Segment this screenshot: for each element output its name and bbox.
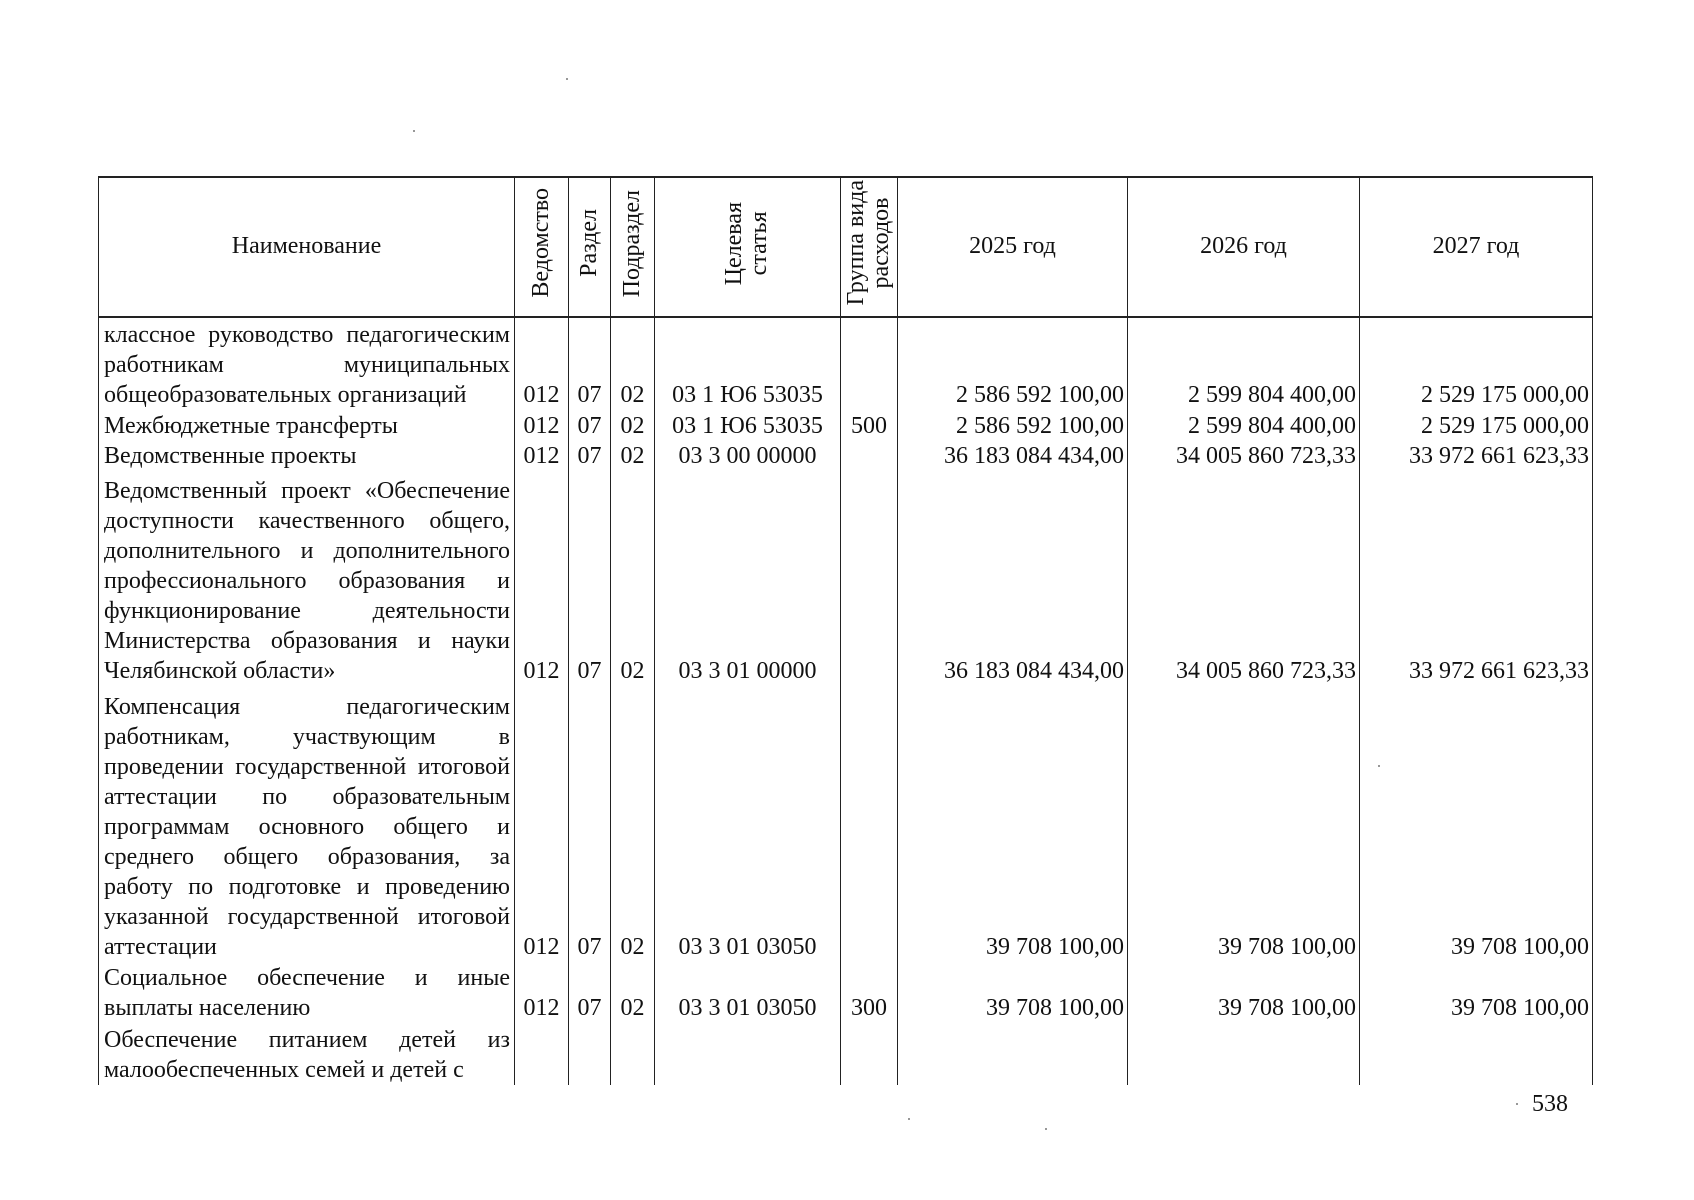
- row-name: классное руководство педагогическим работникам муниципальных общеобразовательных организаций: [99, 317, 515, 410]
- row-section: 07: [569, 471, 611, 686]
- table-row: [99, 317, 1593, 410]
- row-target-article: [655, 1023, 841, 1085]
- row-amount-2026: [1128, 1023, 1360, 1085]
- budget-table: [98, 176, 1593, 1085]
- row-department: [515, 1023, 569, 1085]
- row-amount-2027: 33 972 661 623,33: [1360, 441, 1593, 472]
- table-row: [99, 441, 1593, 472]
- row-amount-2027: 39 708 100,00: [1360, 686, 1593, 962]
- header-target-article: Целевая статья: [655, 177, 841, 317]
- row-target-article: 03 3 01 00000: [655, 471, 841, 686]
- table-row: [99, 471, 1593, 686]
- row-amount-2026: 39 708 100,00: [1128, 962, 1360, 1023]
- row-amount-2025: 39 708 100,00: [898, 962, 1128, 1023]
- table-row: [99, 686, 1593, 962]
- row-target-article: 03 1 Ю6 53035: [655, 410, 841, 441]
- header-name: Наименование: [99, 177, 515, 317]
- row-amount-2025: 36 183 084 434,00: [898, 471, 1128, 686]
- header-section: Раздел: [569, 177, 611, 317]
- row-expense-group: [841, 441, 898, 472]
- scan-speck: [1516, 1103, 1518, 1105]
- row-department: 012: [515, 441, 569, 472]
- header-year-2025: 2025 год: [898, 177, 1128, 317]
- row-expense-group: [841, 317, 898, 410]
- header-department: Ведомство: [515, 177, 569, 317]
- row-target-article: 03 1 Ю6 53035: [655, 317, 841, 410]
- row-target-article: 03 3 01 03050: [655, 962, 841, 1023]
- table-row: [99, 962, 1593, 1023]
- row-subsection: 02: [611, 410, 655, 441]
- row-department: 012: [515, 410, 569, 441]
- scan-speck: [413, 130, 415, 132]
- row-expense-group: 500: [841, 410, 898, 441]
- row-target-article: 03 3 01 03050: [655, 686, 841, 962]
- header-year-2026: 2026 год: [1128, 177, 1360, 317]
- table-row: [99, 1023, 1593, 1085]
- table-header: [99, 177, 1593, 317]
- row-amount-2027: 2 529 175 000,00: [1360, 317, 1593, 410]
- row-name: Межбюджетные трансферты: [99, 410, 515, 441]
- row-expense-group: [841, 1023, 898, 1085]
- row-subsection: 02: [611, 441, 655, 472]
- header-expense-group: Группа вида расходов: [841, 177, 898, 317]
- row-department: 012: [515, 962, 569, 1023]
- row-subsection: [611, 1023, 655, 1085]
- row-name: Ведомственные проекты: [99, 441, 515, 472]
- row-department: 012: [515, 686, 569, 962]
- scan-speck: [566, 78, 568, 80]
- row-amount-2026: 2 599 804 400,00: [1128, 317, 1360, 410]
- row-amount-2026: 2 599 804 400,00: [1128, 410, 1360, 441]
- row-expense-group: [841, 471, 898, 686]
- row-department: 012: [515, 471, 569, 686]
- table-row: [99, 410, 1593, 441]
- row-name: Обеспечение питанием детей из малообеспеченных семей и детей с: [99, 1023, 515, 1085]
- row-section: 07: [569, 686, 611, 962]
- page-number: 538: [1532, 1091, 1568, 1117]
- row-amount-2025: [898, 1023, 1128, 1085]
- row-amount-2026: 39 708 100,00: [1128, 686, 1360, 962]
- row-amount-2026: 34 005 860 723,33: [1128, 471, 1360, 686]
- row-section: 07: [569, 962, 611, 1023]
- row-amount-2025: 2 586 592 100,00: [898, 317, 1128, 410]
- row-subsection: 02: [611, 686, 655, 962]
- row-amount-2025: 2 586 592 100,00: [898, 410, 1128, 441]
- table-body: [99, 317, 1593, 1085]
- row-subsection: 02: [611, 317, 655, 410]
- row-amount-2025: 36 183 084 434,00: [898, 441, 1128, 472]
- row-department: 012: [515, 317, 569, 410]
- row-section: [569, 1023, 611, 1085]
- scan-speck: [1378, 765, 1380, 767]
- row-section: 07: [569, 317, 611, 410]
- row-expense-group: 300: [841, 962, 898, 1023]
- row-amount-2025: 39 708 100,00: [898, 686, 1128, 962]
- row-name: Ведомственный проект «Обеспечение доступности качественного общего, дополнительного и дополнительного профессионального образования и функционирование деятельности Министерства образования и науки Челябинской области»: [99, 471, 515, 686]
- row-subsection: 02: [611, 962, 655, 1023]
- row-section: 07: [569, 441, 611, 472]
- row-name: Компенсация педагогическим работникам, участвующим в проведении государственной итоговой аттестации по образовательным программам основного общего и среднего общего образования, за работу по подготовке и проведению указанной государственной итоговой аттестации: [99, 686, 515, 962]
- row-target-article: 03 3 00 00000: [655, 441, 841, 472]
- row-expense-group: [841, 686, 898, 962]
- row-section: 07: [569, 410, 611, 441]
- row-amount-2026: 34 005 860 723,33: [1128, 441, 1360, 472]
- scan-speck: [908, 1118, 910, 1120]
- header-year-2027: 2027 год: [1360, 177, 1593, 317]
- row-amount-2027: [1360, 1023, 1593, 1085]
- row-subsection: 02: [611, 471, 655, 686]
- row-name: Социальное обеспечение и иные выплаты населению: [99, 962, 515, 1023]
- scan-speck: [1045, 1128, 1047, 1130]
- row-amount-2027: 33 972 661 623,33: [1360, 471, 1593, 686]
- row-amount-2027: 2 529 175 000,00: [1360, 410, 1593, 441]
- row-amount-2027: 39 708 100,00: [1360, 962, 1593, 1023]
- header-subsection: Подраздел: [611, 177, 655, 317]
